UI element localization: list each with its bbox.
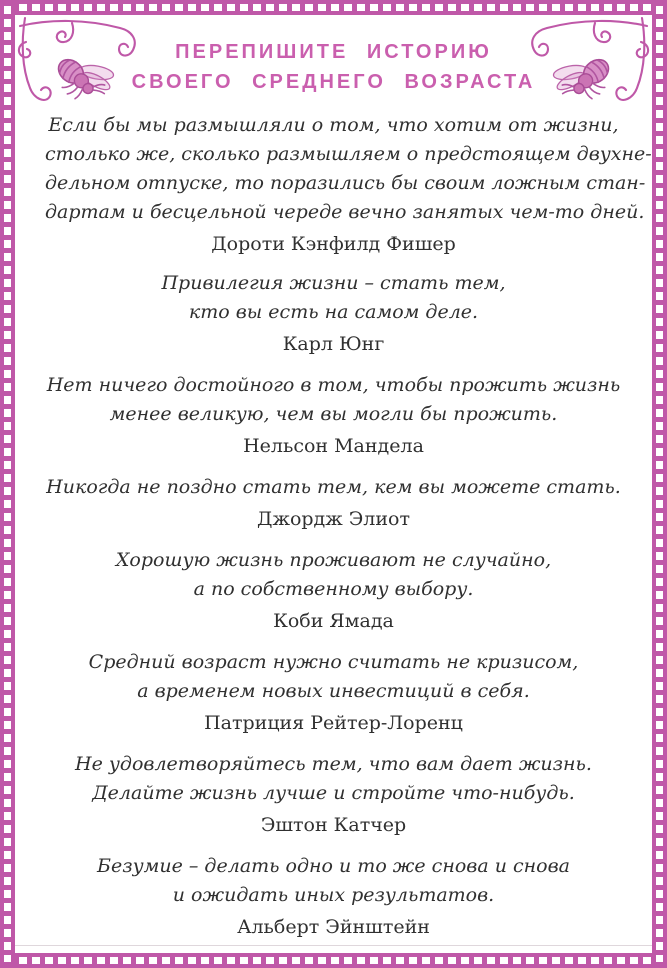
stitched-border-left [0, 0, 15, 968]
quote-block [45, 648, 622, 736]
quote-author: Карл Юнг [282, 333, 385, 355]
quote-line: Делайте жизнь лучше и стройте что-нибудь. [92, 782, 575, 804]
stitched-border-top [0, 0, 667, 15]
border-dashes [6, 957, 661, 964]
content [15, 15, 652, 954]
quote-author: Патриция Рейтер-Лоренц [204, 712, 463, 734]
quote-text [45, 852, 622, 910]
quote-line: и ожидать иных результатов. [172, 884, 495, 906]
quote-line: Средний возраст нужно считать не кризисом, [88, 651, 579, 673]
quote-line: кто вы есть на самом деле. [188, 301, 479, 323]
quote-line: менее великую, чем вы могли бы прожить. [109, 403, 558, 425]
quote-block [45, 371, 622, 459]
quote-block [45, 852, 622, 940]
quote-text [45, 111, 652, 227]
quote-author: Эштон Катчер [260, 814, 407, 836]
border-dashes [4, 6, 11, 962]
quote-author: Дороти Кэнфилд Фишер [211, 233, 456, 255]
quote-line: Хорошую жизнь проживают не случайно, [115, 549, 552, 571]
quote-line: дельном отпуске, то поразились бы своим ложным стан- [45, 172, 646, 194]
quote-line: Не удовлетворяйтесь тем, что вам дает жизнь. [75, 753, 592, 775]
quote-block [45, 750, 622, 838]
stitched-border-bottom [0, 953, 667, 968]
quote-block [45, 473, 622, 532]
quote-author: Джордж Элиот [257, 508, 410, 530]
quote-text [45, 750, 622, 808]
quote-line: а по собственному выбору. [193, 578, 474, 600]
quote-text [45, 269, 622, 327]
quote-author: Коби Ямада [273, 610, 394, 632]
title-line: СВОЕГО СРЕДНЕГО ВОЗРАСТА [131, 71, 536, 93]
border-dashes [6, 4, 661, 11]
page-title [15, 37, 652, 97]
quote-block [45, 546, 622, 634]
quote-line: а временем новых инвестиций в себя. [137, 680, 530, 702]
quote-author: Альберт Эйнштейн [237, 916, 430, 938]
quote-block [45, 111, 652, 257]
stitched-border-right [652, 0, 667, 968]
quote-line: Нет ничего достойного в том, чтобы прожить жизнь [46, 374, 621, 396]
quote-line: Безумие – делать одно и то же снова и снова [97, 855, 570, 877]
quote-line: дартам и бесцельной череде вечно занятых чем-то дней. [45, 201, 645, 223]
quote-text [45, 648, 622, 706]
quote-line: Никогда не поздно стать тем, кем вы можете стать. [46, 476, 621, 498]
title-line: ПЕРЕПИШИТЕ ИСТОРИЮ [175, 41, 492, 63]
quote-text [45, 371, 622, 429]
quote-text [45, 546, 622, 604]
quote-line: Привилегия жизни – стать тем, [161, 272, 506, 294]
quote-line: столько же, сколько размышляем о предстоящем двухне- [45, 143, 652, 165]
quote-line: Если бы мы размышляли о том, что хотим от жизни, [48, 114, 619, 136]
quote-text [45, 473, 622, 502]
border-dashes [656, 6, 663, 962]
quote-author: Нельсон Мандела [243, 435, 424, 457]
quote-block [45, 269, 622, 357]
